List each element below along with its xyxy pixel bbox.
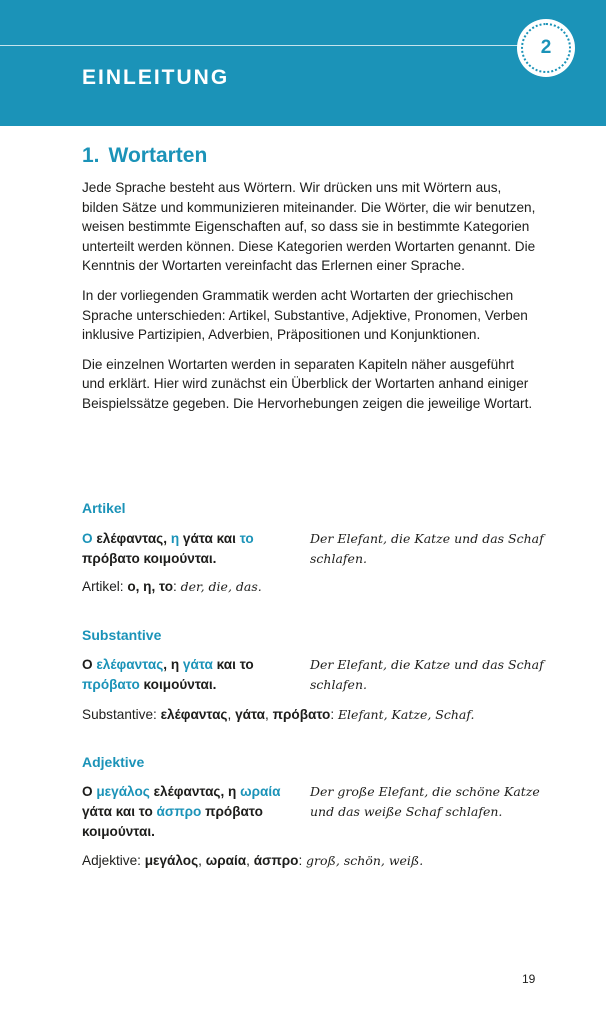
artikel-heading: Artikel bbox=[82, 500, 126, 516]
adjektive-summary: Adjektive: μεγάλος, ωραία, άσπρο: groß, schön, weiß. bbox=[82, 853, 424, 868]
artikel-summary: Artikel: ο, η, το: der, die, das. bbox=[82, 579, 262, 594]
section-heading bbox=[82, 144, 207, 168]
page-number: 19 bbox=[522, 972, 536, 986]
substantive-summary: Substantive: ελέφαντας, γάτα, πρόβατο: Elefant, Katze, Schaf. bbox=[82, 707, 475, 722]
substantive-translation: Der Elefant, die Katze und das Schaf schlafen. bbox=[310, 657, 544, 692]
section-title: Wortarten bbox=[108, 144, 208, 167]
intro-text bbox=[82, 178, 537, 424]
chapter-number-badge bbox=[517, 19, 575, 77]
substantive-heading: Substantive bbox=[82, 627, 162, 643]
chapter-title: EINLEITUNG bbox=[82, 66, 230, 89]
intro-paragraph: In der vorliegenden Grammatik werden acht Wortarten der griechischen Sprache unterschieden: Artikel, Substantive, Adjektive, Pronomen, Verben inklusive Partizipien, Adverbien, Präpositionen und Konjunktionen. bbox=[82, 287, 528, 343]
adjektive-translation: Der große Elefant, die schöne Katze und das weiße Schaf schlafen. bbox=[310, 784, 540, 819]
chapter-number: 2 bbox=[521, 23, 571, 73]
adjektive-greek-example: Ο μεγάλος ελέφαντας, η ωραία γάτα και το άσπρο πρόβατο κοιμούνται. bbox=[82, 784, 281, 839]
chapter-header bbox=[0, 0, 606, 126]
header-rule bbox=[0, 45, 520, 46]
section-number: 1. bbox=[82, 144, 100, 167]
substantive-greek-example: Ο ελέφαντας, η γάτα και το πρόβατο κοιμούνται. bbox=[82, 657, 254, 692]
intro-paragraph: Die einzelnen Wortarten werden in separaten Kapiteln näher ausgeführt und erklärt. Hier wird zunächst ein Überblick der Wortarten anhand einiger Beispielssätze gegeben. Die Hervorhebungen zeigen die jeweilige Wortart. bbox=[82, 356, 533, 411]
adjektive-heading: Adjektive bbox=[82, 754, 145, 770]
artikel-greek-example: Ο ελέφαντας, η γάτα και το πρόβατο κοιμούνται. bbox=[82, 531, 254, 566]
artikel-translation: Der Elefant, die Katze und das Schaf schlafen. bbox=[310, 531, 544, 566]
intro-paragraph: Jede Sprache besteht aus Wörtern. Wir drücken uns mit Wörtern aus, bilden Sätze und kommunizieren miteinander. Die Wörter, die wir benutzen, weisen bestimmte Eigenschaften auf, so dass sie in bestimmte Kategorien unterteilt werden können. Diese Kategorien werden Wortarten genannt. Die Kenntnis der Wortarten vereinfacht das Erlernen einer Sprache. bbox=[82, 180, 536, 274]
